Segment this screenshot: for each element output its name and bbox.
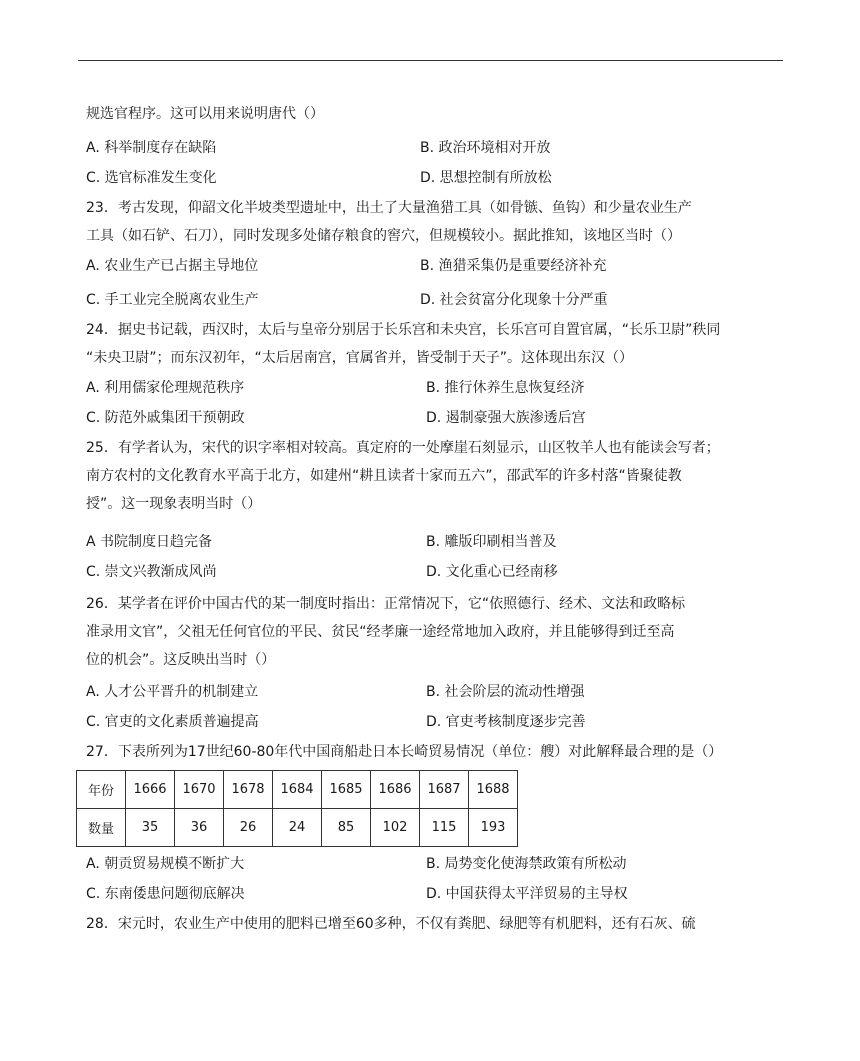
table-row — [77, 809, 518, 847]
q25-option-d: D. 文化重心已经南移 — [426, 564, 558, 580]
count-cell: 85 — [322, 809, 371, 847]
q25-stem-line3: 授”。这一现象表明当时（） — [86, 496, 262, 512]
count-cell: 24 — [273, 809, 322, 847]
q26-option-a: A. 人才公平晋升的机制建立 — [86, 684, 259, 700]
q23-option-d: D. 社会贫富分化现象十分严重 — [420, 292, 608, 308]
row-label-year: 年份 — [77, 771, 126, 809]
year-cell: 1670 — [175, 771, 224, 809]
row-label-count: 数量 — [77, 809, 126, 847]
q27-option-a: A. 朝贡贸易规模不断扩大 — [86, 856, 245, 872]
count-cell: 36 — [175, 809, 224, 847]
q22-option-c: C. 选官标准发生变化 — [86, 170, 217, 186]
q24-stem-line1: 24．据史书记载，西汉时，太后与皇帝分别居于长乐宫和未央宫，长乐宫可自置官属，“长乐卫尉”秩同 — [86, 322, 721, 338]
q26-stem-line2: 准录用文官”，父祖无任何官位的平民、贫民“经孝廉一途经常地加入政府，并且能够得到迁至高 — [86, 624, 675, 640]
q24-option-d: D. 遏制豪强大族渗透后宫 — [426, 410, 586, 426]
q22-option-d: D. 思想控制有所放松 — [420, 170, 552, 186]
q23-option-a: A. 农业生产已占据主导地位 — [86, 258, 259, 274]
q27-stem: 27．下表所列为17世纪60-80年代中国商船赴日本长崎贸易情况（单位：艘）对此解释最合理的是（） — [86, 744, 723, 760]
q25-option-b: B. 雕版印刷相当普及 — [426, 534, 557, 550]
q24-option-b: B. 推行休养生息恢复经济 — [426, 380, 585, 396]
q28-stem-line1: 28．宋元时，农业生产中使用的肥料已增至60多种，不仅有粪肥、绿肥等有机肥料，还有石灰、硫 — [86, 916, 696, 932]
q26-option-c: C. 官吏的文化素质普遍提高 — [86, 714, 259, 730]
q23-option-b: B. 渔猎采集仍是重要经济补充 — [420, 258, 607, 274]
q26-stem-line3: 位的机会”。这反映出当时（） — [86, 652, 276, 668]
table-row — [77, 771, 518, 809]
year-cell: 1666 — [126, 771, 175, 809]
count-cell: 115 — [420, 809, 469, 847]
q24-stem-line2: “未央卫尉”；而东汉初年，“太后居南宫，官属省并，皆受制于天子”。这体现出东汉（） — [86, 350, 634, 366]
year-cell: 1688 — [469, 771, 518, 809]
q23-stem-line2: 工具（如石铲、石刀），同时发现多处储存粮食的窖穴，但规模较小。据此推知，该地区当时（） — [86, 228, 681, 244]
trade-table — [76, 770, 518, 847]
year-cell: 1685 — [322, 771, 371, 809]
header-rule — [78, 60, 783, 61]
q22-option-b: B. 政治环境相对开放 — [420, 140, 551, 156]
count-cell: 102 — [371, 809, 420, 847]
q27-option-b: B. 局势变化使海禁政策有所松动 — [426, 856, 627, 872]
q25-stem-line2: 南方农村的文化教育水平高于北方，如建州“耕且读者十家而五六”，邵武军的许多村落“皆聚徒教 — [86, 468, 682, 484]
q22-option-a: A. 科举制度存在缺陷 — [86, 140, 217, 156]
count-cell: 26 — [224, 809, 273, 847]
q24-option-a: A. 利用儒家伦理规范秩序 — [86, 380, 245, 396]
q27-option-d: D. 中国获得太平洋贸易的主导权 — [426, 886, 628, 902]
year-cell: 1684 — [273, 771, 322, 809]
count-cell: 193 — [469, 809, 518, 847]
q25-stem-line1: 25．有学者认为，宋代的识字率相对较高。真定府的一处摩崖石刻显示，山区牧羊人也有能读会写者； — [86, 440, 720, 456]
year-cell: 1678 — [224, 771, 273, 809]
q22-stem-end: 规选官程序。这可以用来说明唐代（） — [86, 106, 324, 122]
q27-option-c: C. 东南倭患问题彻底解决 — [86, 886, 245, 902]
q23-stem-line1: 23．考古发现，仰韶文化半坡类型遗址中，出土了大量渔猎工具（如骨镞、鱼钩）和少量农业生产 — [86, 200, 692, 216]
q26-stem-line1: 26．某学者在评价中国古代的某一制度时指出：正常情况下，它“依照德行、经术、文法和政略标 — [86, 596, 686, 612]
year-cell: 1686 — [371, 771, 420, 809]
q26-option-d: D. 官吏考核制度逐步完善 — [426, 714, 586, 730]
count-cell: 35 — [126, 809, 175, 847]
year-cell: 1687 — [420, 771, 469, 809]
q26-option-b: B. 社会阶层的流动性增强 — [426, 684, 585, 700]
q23-option-c: C. 手工业完全脱离农业生产 — [86, 292, 259, 308]
q25-option-a: A 书院制度日趋完备 — [86, 534, 213, 550]
q25-option-c: C. 崇文兴教渐成风尚 — [86, 564, 217, 580]
q24-option-c: C. 防范外戚集团干预朝政 — [86, 410, 245, 426]
